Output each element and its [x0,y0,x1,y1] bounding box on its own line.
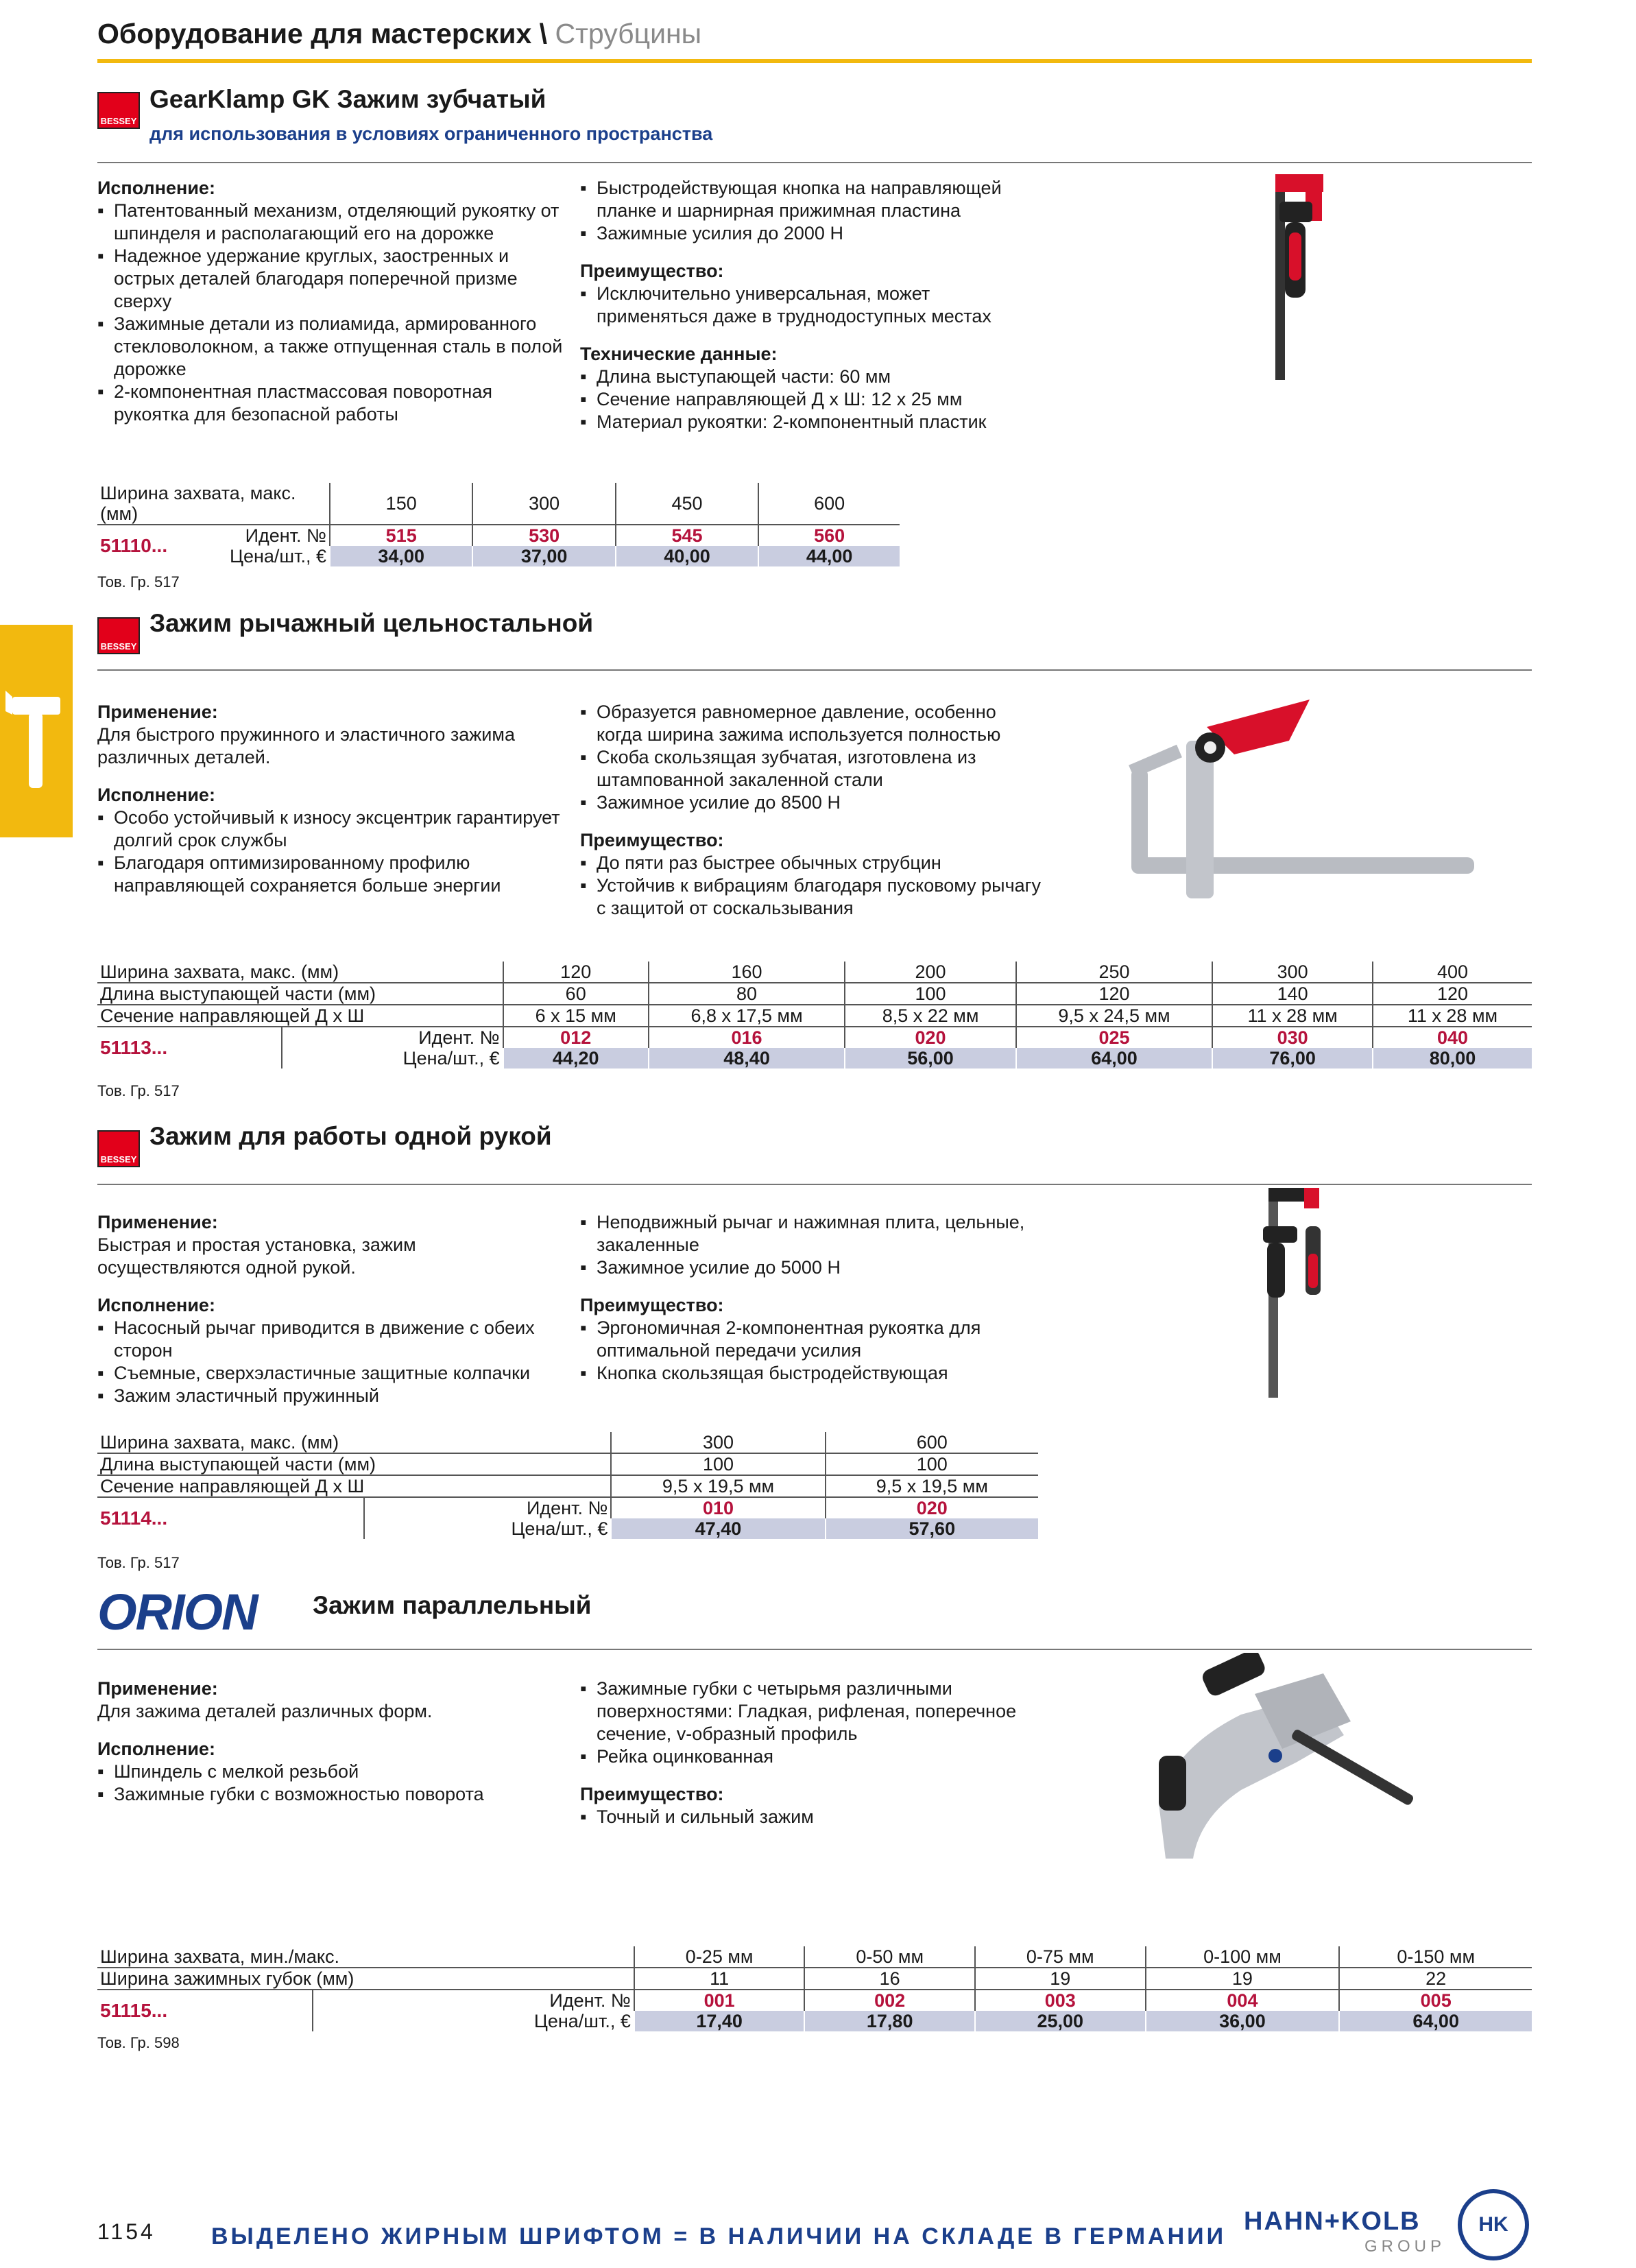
list-item: ▪ 2-компонентная пластмассовая поворотная рукоятка для безопасной работы [97,381,564,426]
section-3-table [97,1432,1038,1539]
table-cell: 60 [503,983,649,1005]
list-item: ▪ Исключительно универсальная, может применяться даже в труднодоступных местах [580,283,1046,328]
table-cell: 9,5 x 19,5 мм [826,1475,1038,1497]
article-number: 51110... [100,535,168,556]
table-cell: 6,8 x 17,5 мм [649,1005,845,1027]
ident-cell: 003 [975,1990,1146,2011]
article-number: 51113... [100,1037,168,1058]
ident-cell: 001 [634,1990,805,2011]
ident-label: Идент. № [245,525,326,546]
table-cell: 80 [649,983,845,1005]
row-label: Длина выступающей части (мм) [97,983,503,1005]
section-1-right-column [580,177,1046,433]
product-group: Тов. Гр. 517 [97,1554,180,1571]
table-cell: 0-75 мм [975,1946,1146,1968]
section-2-title: Зажим рычажный цельностальной [149,609,594,637]
ident-cell: 560 [758,525,900,546]
price-cell: 48,40 [649,1048,845,1069]
row-label: Сечение направляющей Д x Ш [97,1005,503,1027]
table-cell: 140 [1212,983,1373,1005]
section-2-rule [97,669,1532,671]
list-item: ▪ Зажимные губки с возможностью поворота [97,1783,564,1806]
table-cell: 19 [1146,1968,1340,1990]
price-cell: 37,00 [472,546,615,566]
list-item: ▪ Шпиндель с мелкой резьбой [97,1760,564,1783]
header-subtitle: Струбцины [555,18,702,49]
heading: Технические данные: [580,344,778,364]
table-cell: 0-50 мм [804,1946,975,1968]
ident-cell: 002 [804,1990,975,2011]
price-label: Цена/шт., € [230,546,326,566]
paragraph: Для зажима деталей различных форм. [97,1701,433,1721]
table-cell: 450 [616,483,758,525]
list-item: ▪ Зажимные усилия до 2000 Н [580,222,1046,245]
product-group: Тов. Гр. 598 [97,2034,180,2051]
row-label: Ширина захвата, макс. (мм) [97,483,330,525]
section-4-left-column [97,1678,564,1806]
header-separator: \ [531,18,555,49]
table-cell: 8,5 x 22 мм [845,1005,1015,1027]
ident-cell: 040 [1373,1027,1532,1048]
list-item: ▪ Съемные, сверхэластичные защитные колпачки [97,1362,564,1385]
ident-cell: 545 [616,525,758,546]
company-group: GROUP [1364,2237,1446,2256]
category-tab [0,625,73,837]
section-1-title: GearKlamp GK Зажим зубчатый [149,85,546,113]
table-cell: 200 [845,962,1015,983]
table-cell: 400 [1373,962,1532,983]
section-4-rule [97,1649,1532,1650]
section-2-right-column [580,701,1046,920]
list-item: ▪ Зажимные губки с четырьмя различными поверхностями: Гладкая, рифленая, поперечное сечение, v-образный профиль [580,1678,1046,1745]
price-label: Цена/шт., € [313,2011,634,2031]
orion-logo: ORION [97,1584,257,1640]
table-cell: 0-25 мм [634,1946,805,1968]
heading: Исполнение: [97,178,215,198]
paragraph: Для быстрого пружинного и эластичного зажима различных деталей. [97,724,515,767]
price-cell: 56,00 [845,1048,1015,1069]
list-item: ▪ Патентованный механизм, отделяющий рукоятку от шпинделя и располагающий его на дорожке [97,200,564,245]
price-cell: 80,00 [1373,1048,1532,1069]
ident-cell: 515 [330,525,472,546]
table-cell: 22 [1339,1968,1532,1990]
section-1-table [97,483,900,566]
heading: Применение: [97,1678,218,1699]
article-cell [97,525,330,566]
table-cell: 9,5 x 19,5 мм [611,1475,825,1497]
list-item: ▪ Устойчив к вибрациям благодаря пусковому рычагу с защитой от соскальзывания [580,874,1046,920]
gearklamp-image [1255,167,1330,387]
price-cell: 57,60 [826,1518,1038,1539]
table-cell: 11 [634,1968,805,1990]
section-3-left-column [97,1211,564,1407]
price-cell: 36,00 [1146,2011,1340,2031]
price-label: Цена/шт., € [364,1518,611,1539]
table-cell: 16 [804,1968,975,1990]
table-cell: 250 [1016,962,1213,983]
list-item: ▪ Длина выступающей части: 60 мм [580,366,1046,388]
ident-label: Идент. № [364,1497,611,1518]
list-item: ▪ Сечение направляющей Д x Ш: 12 x 25 мм [580,388,1046,411]
company-seal-icon: HK [1458,2189,1529,2260]
ident-cell: 530 [472,525,615,546]
article-number: 51114... [100,1507,168,1529]
lever-clamp-image [1083,686,1488,905]
price-cell: 25,00 [975,2011,1146,2031]
list-item: ▪ Насосный рычаг приводится в движение с обеих сторон [97,1317,564,1362]
row-label: Ширина захвата, макс. (мм) [97,962,503,983]
list-item: ▪ Быстродействующая кнопка на направляющей планке и шарнирная прижимная пластина [580,177,1046,222]
table-cell: 160 [649,962,845,983]
heading: Преимущество: [580,1784,724,1804]
table-cell: 11 x 28 мм [1373,1005,1532,1027]
heading: Применение: [97,1212,218,1232]
article-number: 51115... [100,2000,168,2021]
ident-cell: 012 [503,1027,649,1048]
hammer-icon [0,625,73,837]
list-item: ▪ Надежное удержание круглых, заостренных и острых деталей благодаря поперечной призме сверху [97,245,564,313]
price-cell: 34,00 [330,546,472,566]
section-1-rule [97,162,1532,163]
ident-label: Идент. № [282,1027,503,1048]
bessey-logo: BESSEY [97,1130,140,1167]
row-label: Сечение направляющей Д x Ш [97,1475,611,1497]
table-cell: 120 [503,962,649,983]
table-cell: 150 [330,483,472,525]
list-item: ▪ Рейка оцинкованная [580,1745,1046,1768]
table-cell: 120 [1016,983,1213,1005]
one-hand-clamp-image [1248,1185,1337,1398]
ident-cell: 004 [1146,1990,1340,2011]
table-cell: 0-100 мм [1146,1946,1340,1968]
table-cell: 600 [826,1432,1038,1453]
price-label: Цена/шт., € [282,1048,503,1069]
list-item: ▪ Благодаря оптимизированному профилю направляющей сохраняется больше энергии [97,852,564,897]
table-cell: 600 [758,483,900,525]
price-cell: 17,80 [804,2011,975,2031]
table-cell: 0-150 мм [1339,1946,1532,1968]
parallel-clamp-image [1118,1653,1474,1886]
row-label: Длина выступающей части (мм) [97,1453,611,1475]
table-cell: 100 [845,983,1015,1005]
price-cell: 17,40 [634,2011,805,2031]
list-item: ▪ До пяти раз быстрее обычных струбцин [580,852,1046,874]
table-cell: 11 x 28 мм [1212,1005,1373,1027]
table-cell: 100 [826,1453,1038,1475]
heading: Исполнение: [97,785,215,805]
ident-label: Идент. № [313,1990,634,2011]
heading: Применение: [97,702,218,722]
ident-cell: 025 [1016,1027,1213,1048]
table-cell: 300 [472,483,615,525]
table-cell: 9,5 x 24,5 мм [1016,1005,1213,1027]
ident-cell: 010 [611,1497,825,1518]
table-cell: 300 [611,1432,825,1453]
table-cell: 19 [975,1968,1146,1990]
section-3-title: Зажим для работы одной рукой [149,1122,552,1150]
ident-cell: 020 [845,1027,1015,1048]
stock-note: ВЫДЕЛЕНО ЖИРНЫМ ШРИФТОМ = В НАЛИЧИИ НА СКЛАДЕ В ГЕРМАНИИ [211,2223,1227,2249]
table-cell: 6 x 15 мм [503,1005,649,1027]
bessey-logo: BESSEY [97,617,140,654]
list-item: ▪ Неподвижный рычаг и нажимная плита, цельные, закаленные [580,1211,1046,1256]
list-item: ▪ Зажимное усилие до 5000 Н [580,1256,1046,1279]
price-cell: 44,00 [758,546,900,566]
page-number: 1154 [97,2219,156,2244]
list-item: ▪ Зажимные детали из полиамида, армированного стекловолокном, а также отпущенная сталь в полой дорожке [97,313,564,381]
heading: Преимущество: [580,830,724,850]
heading: Исполнение: [97,1295,215,1315]
section-1-left-column [97,177,564,426]
list-item: ▪ Зажимное усилие до 8500 Н [580,791,1046,814]
header-title: Оборудование для мастерских [97,18,532,49]
section-2-left-column [97,701,564,897]
ident-cell: 020 [826,1497,1038,1518]
section-4-title: Зажим параллельный [313,1591,592,1619]
heading: Исполнение: [97,1739,215,1759]
row-label: Ширина захвата, мин./макс. [97,1946,634,1968]
row-label: Ширина зажимных губок (мм) [97,1968,634,1990]
heading: Преимущество: [580,1295,724,1315]
list-item: ▪ Кнопка скользящая быстродействующая [580,1362,1046,1385]
list-item: ▪ Точный и сильный зажим [580,1806,1046,1828]
price-cell: 64,00 [1339,2011,1532,2031]
list-item: ▪ Зажим эластичный пружинный [97,1385,564,1407]
page-title [97,18,701,50]
ident-cell: 016 [649,1027,845,1048]
table-cell: 300 [1212,962,1373,983]
ident-cell: 030 [1212,1027,1373,1048]
company-logo: HAHN+KOLB [1244,2207,1421,2236]
price-cell: 47,40 [611,1518,825,1539]
section-4-table [97,1946,1532,2031]
price-cell: 40,00 [616,546,758,566]
paragraph: Быстрая и простая установка, зажим осуществляются одной рукой. [97,1234,416,1278]
heading: Преимущество: [580,261,724,281]
header-rule [97,59,1532,63]
list-item: ▪ Особо устойчивый к износу эксцентрик гарантирует долгий срок службы [97,807,564,852]
section-1-subtitle: для использования в условиях ограниченного пространства [149,123,713,144]
product-group: Тов. Гр. 517 [97,1082,180,1099]
section-2-table [97,962,1532,1069]
section-3-right-column [580,1211,1046,1385]
product-group: Тов. Гр. 517 [97,573,180,590]
table-cell: 120 [1373,983,1532,1005]
price-cell: 44,20 [503,1048,649,1069]
table-cell: 100 [611,1453,825,1475]
list-item: ▪ Эргономичная 2-компонентная рукоятка для оптимальной передачи усилия [580,1317,1046,1362]
price-cell: 64,00 [1016,1048,1213,1069]
row-label: Ширина захвата, макс. (мм) [97,1432,611,1453]
ident-cell: 005 [1339,1990,1532,2011]
section-4-right-column [580,1678,1046,1828]
bessey-logo: BESSEY [97,92,140,129]
list-item: ▪ Образуется равномерное давление, особенно когда ширина зажима используется полностью [580,701,1046,746]
list-item: ▪ Материал рукоятки: 2-компонентный пластик [580,411,1046,433]
list-item: ▪ Скоба скользящая зубчатая, изготовлена из штампованной закаленной стали [580,746,1046,791]
price-cell: 76,00 [1212,1048,1373,1069]
